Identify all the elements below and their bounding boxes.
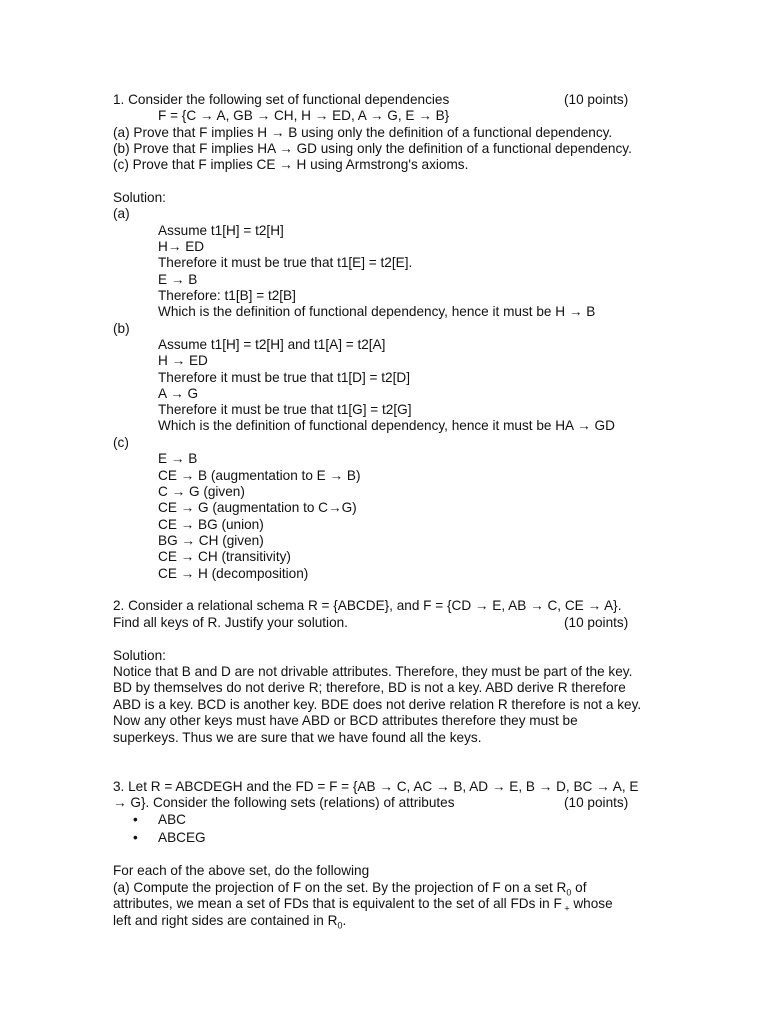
q1-a-step: Therefore it must be true that t1[E] = t2[E]. xyxy=(158,255,413,270)
q3-a-line2-tail: whose xyxy=(569,896,613,911)
q2-solution-line: Notice that B and D are not drivable attributes. Therefore, they must be part of the key. xyxy=(113,664,633,679)
q3-bullet-item: ABCEG xyxy=(158,830,206,845)
q2-line1: 2. Consider a relational schema R = {ABCDE}, and F = {CD → E, AB → C, CE → A}. xyxy=(113,598,622,613)
q3-a-line2 xyxy=(113,896,613,912)
q3-a-line3-text: left and right sides are contained in R xyxy=(113,913,338,928)
q3-a-line3-tail: . xyxy=(342,913,347,928)
q3-bullet-item: ABC xyxy=(158,812,186,827)
q3-for-each: For each of the above set, do the following xyxy=(113,863,370,878)
q1-part-c: (c) Prove that F implies CE → H using Armstrong's axioms. xyxy=(113,157,469,172)
q2-solution-line: Now any other keys must have ABD or BCD attributes therefore they must be xyxy=(113,713,578,728)
q1-title: 1. Consider the following set of functional dependencies xyxy=(113,92,450,107)
q3-line2: → G}. Consider the following sets (relations) of attributes xyxy=(113,795,455,810)
subscript-zero: 0 xyxy=(566,887,572,898)
q1-b-step: Which is the definition of functional dependency, hence it must be HA → GD xyxy=(158,418,615,433)
q3-points: (10 points) xyxy=(564,795,629,810)
q1-c-step: CE → BG (union) xyxy=(158,517,264,532)
q1-c-step: CE → CH (transitivity) xyxy=(158,549,291,564)
q1-b-step: H → ED xyxy=(158,353,208,368)
q1-a-step: Which is the definition of functional dependency, hence it must be H → B xyxy=(158,304,596,319)
q1-c-step: CE → H (decomposition) xyxy=(158,566,309,581)
q2-line2: Find all keys of R. Justify your solution. xyxy=(113,615,348,630)
q1-b-step: A → G xyxy=(158,386,199,401)
q1-c-label: (c) xyxy=(113,435,129,450)
q3-a-line1-text: (a) Compute the projection of F on the set. By the projection of F on a set R xyxy=(113,880,567,895)
q2-solution-line: ABD is a key. BCD is another key. BDE does not derive relation R therefore is not a key. xyxy=(113,697,642,712)
q1-c-step: E → B xyxy=(158,451,198,466)
q1-b-step: Assume t1[H] = t2[H] and t1[A] = t2[A] xyxy=(158,337,386,352)
q3-line1: 3. Let R = ABCDEGH and the FD = F = {AB → C, AC → B, AD → E, B → D, BC → A, E xyxy=(113,779,639,794)
q1-points: (10 points) xyxy=(564,92,629,107)
q2-points: (10 points) xyxy=(564,615,629,630)
q2-solution-label: Solution: xyxy=(113,648,166,663)
q2-solution-line: BD by themselves do not derive R; therefore, BD is not a key. ABD derive R therefore xyxy=(113,680,626,695)
q1-c-step: C → G (given) xyxy=(158,484,245,499)
q1-a-label: (a) xyxy=(113,206,130,221)
q3-a-line1-tail: of xyxy=(571,880,587,895)
q1-solution-label: Solution: xyxy=(113,190,166,205)
q1-c-step: CE → G (augmentation to C→G) xyxy=(158,500,357,515)
q3-a-line1 xyxy=(113,880,587,896)
subscript-zero: 0 xyxy=(337,920,343,931)
q1-part-a: (a) Prove that F implies H → B using only the definition of a functional dependency. xyxy=(113,125,613,140)
q1-part-b: (b) Prove that F implies HA → GD using only the definition of a functional dependency. xyxy=(113,141,632,156)
q1-c-step: CE → B (augmentation to E → B) xyxy=(158,468,361,483)
q3-a-line2-text: attributes, we mean a set of FDs that is equivalent to the set of all FDs in F xyxy=(113,896,562,911)
bullet-marker: • xyxy=(133,812,138,827)
q3-a-line3 xyxy=(113,913,346,929)
q1-b-step: Therefore it must be true that t1[G] = t2[G] xyxy=(158,402,412,417)
q1-b-step: Therefore it must be true that t1[D] = t2[D] xyxy=(158,370,410,385)
q1-b-label: (b) xyxy=(113,321,130,336)
q2-solution-line: superkeys. Thus we are sure that we have found all the keys. xyxy=(113,730,482,745)
subscript-plus: + xyxy=(561,903,570,914)
q1-a-step: H→ ED xyxy=(158,239,205,254)
bullet-marker: • xyxy=(133,830,138,845)
q1-c-step: BG → CH (given) xyxy=(158,533,264,548)
q1-a-step: Therefore: t1[B] = t2[B] xyxy=(158,288,296,303)
q1-a-step: Assume t1[H] = t2[H] xyxy=(158,223,284,238)
q1-fd-set: F = {C → A, GB → CH, H → ED, A → G, E → B} xyxy=(158,108,450,123)
q1-a-step: E → B xyxy=(158,272,198,287)
